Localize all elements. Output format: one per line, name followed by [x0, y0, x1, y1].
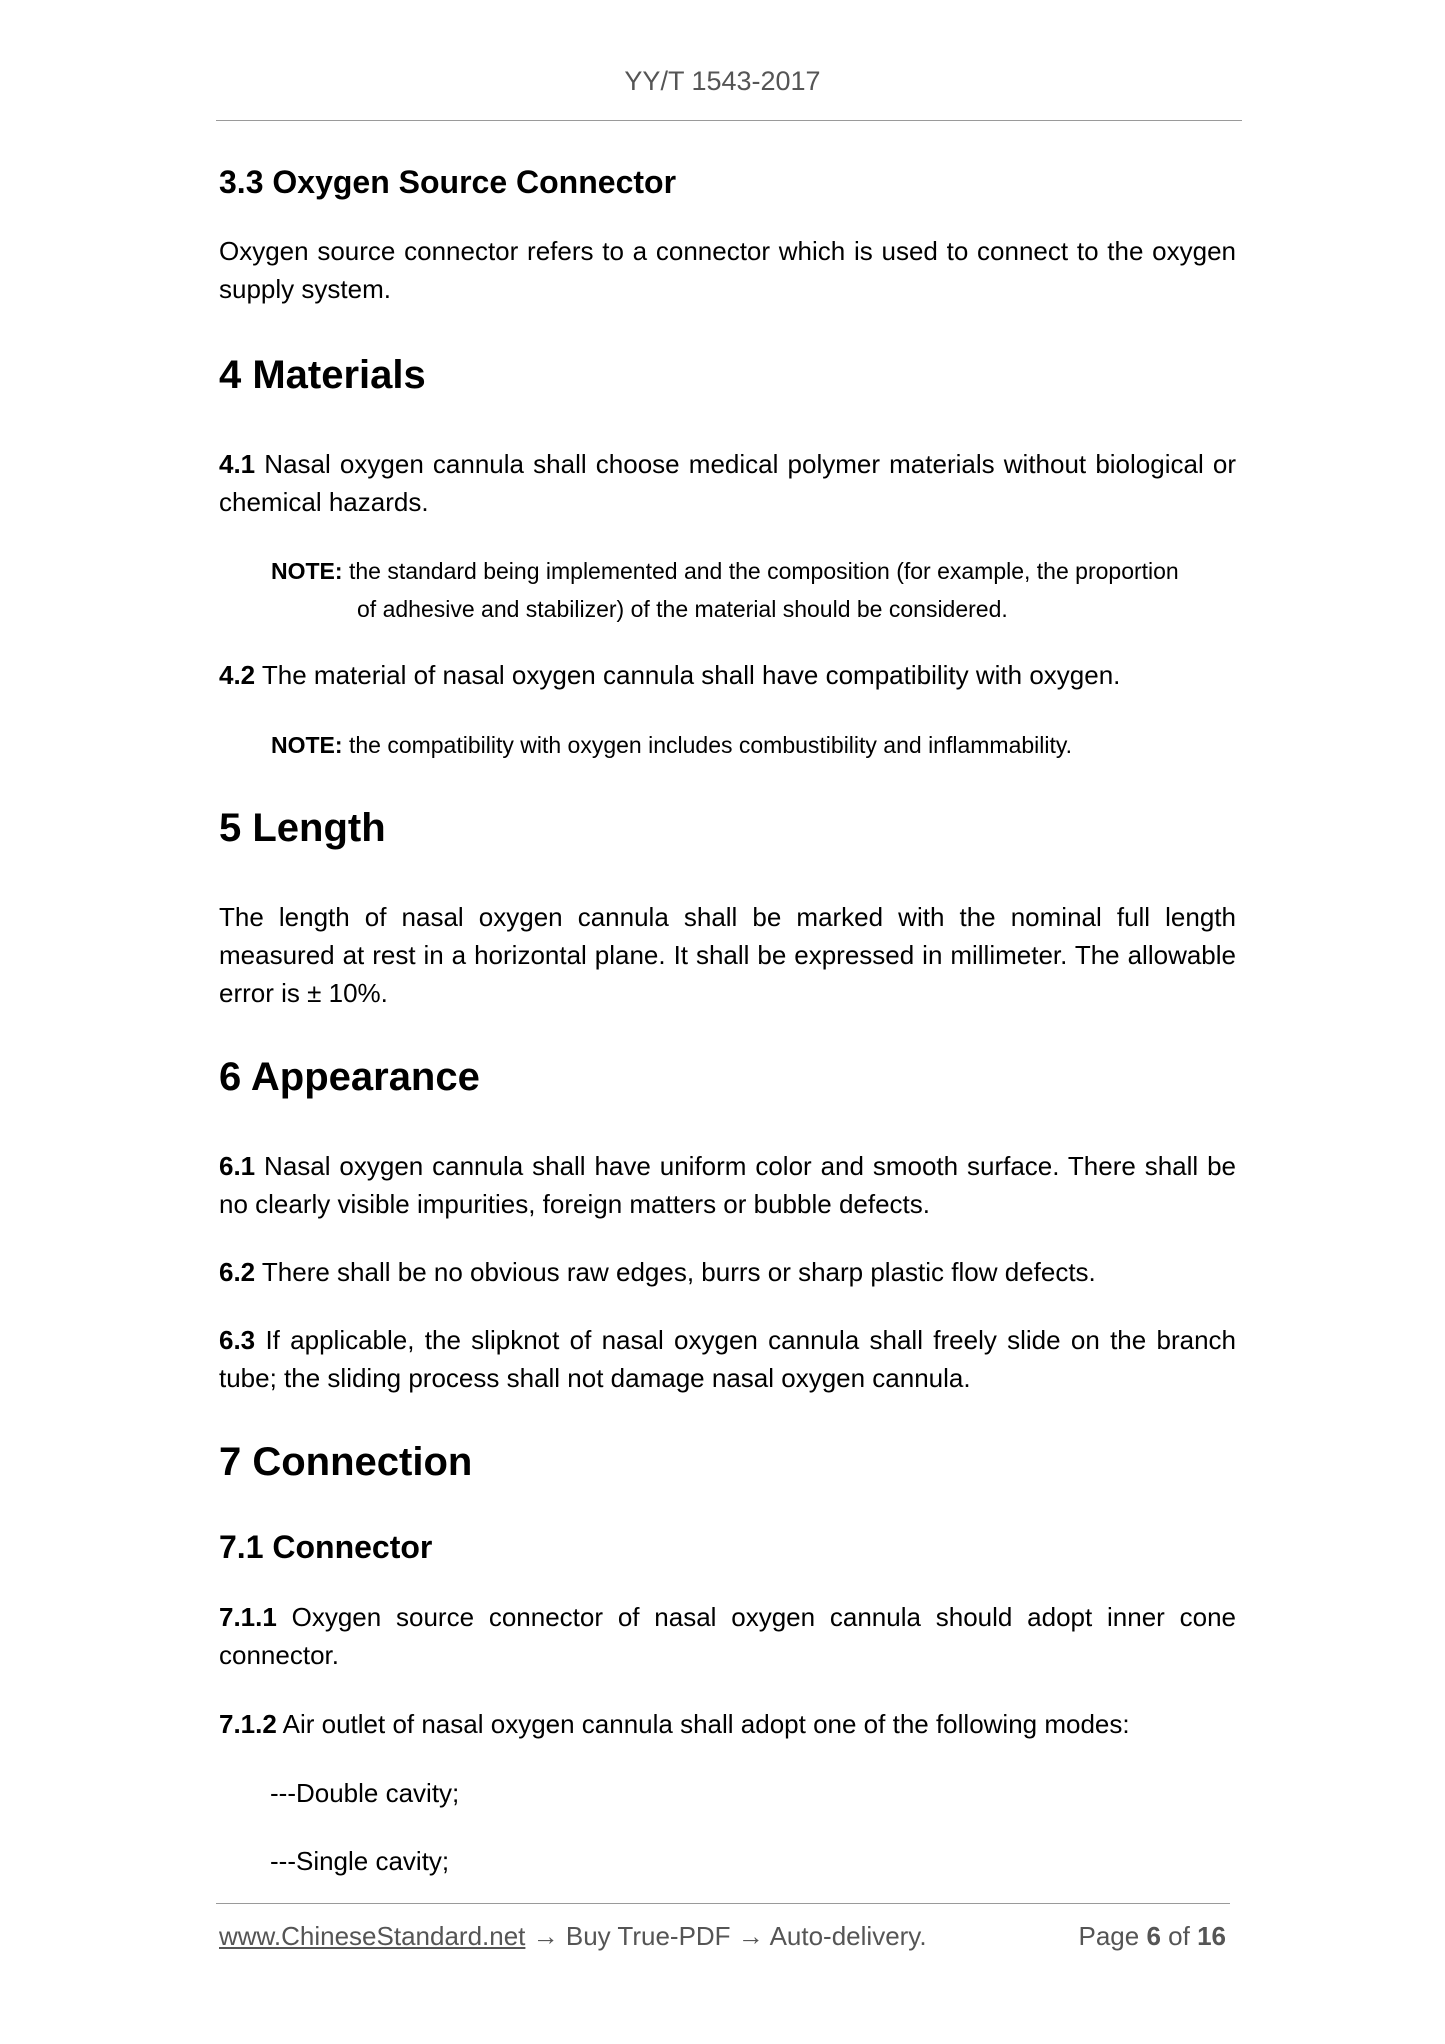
page-indicator: [1078, 1921, 1226, 1952]
note-text: the compatibility with oxygen includes combustibility and inflammability.: [342, 732, 1073, 758]
paragraph-3-3: Oxygen source connector refers to a connector which is used to connect to the oxygen supply system.: [219, 236, 1236, 304]
clause-6-2: [219, 1253, 1236, 1291]
heading-7-1: 7.1 Connector: [219, 1529, 433, 1565]
clause-number: 4.2: [219, 660, 256, 690]
heading-4: 4 Materials: [219, 353, 426, 397]
clause-text: Oxygen source connector of nasal oxygen cannula should adopt inner cone connector.: [219, 1602, 1236, 1670]
note-text-line1: the standard being implemented and the composition (for example, the proportion: [342, 558, 1179, 584]
page-label: Page: [1078, 1921, 1140, 1951]
header-rule: [216, 120, 1242, 121]
footer-tagline: → Buy True-PDF → Auto-delivery.: [525, 1921, 927, 1951]
clause-number: 6.3: [219, 1325, 256, 1355]
clause-7-1-1: [219, 1598, 1236, 1674]
clause-text: Nasal oxygen cannula shall have uniform color and smooth surface. There shall be no clearly visible impurities, foreign matters or bubble defects.: [219, 1151, 1236, 1219]
note-4-2: [271, 726, 1236, 764]
heading-6: 6 Appearance: [219, 1055, 480, 1099]
heading-7: 7 Connection: [219, 1440, 473, 1484]
heading-3-3: 3.3 Oxygen Source Connector: [219, 164, 677, 200]
list-item: ---Single cavity;: [270, 1846, 450, 1876]
clause-text: If applicable, the slipknot of nasal oxygen cannula shall freely slide on the branch tube; the sliding process shall not damage nasal oxygen cannula.: [219, 1325, 1236, 1393]
clause-number: 7.1.1: [219, 1602, 277, 1632]
list-item: ---Double cavity;: [270, 1778, 460, 1808]
note-label: NOTE:: [271, 558, 343, 584]
clause-4-1: [219, 445, 1236, 521]
clause-6-3: [219, 1321, 1236, 1397]
clause-6-1: [219, 1147, 1236, 1223]
note-text-line2: of adhesive and stabilizer) of the material should be considered.: [357, 596, 1008, 622]
heading-5: 5 Length: [219, 806, 386, 850]
footer-rule: [216, 1903, 1230, 1904]
clause-4-2: [219, 656, 1236, 694]
clause-text: There shall be no obvious raw edges, burrs or sharp plastic flow defects.: [255, 1257, 1096, 1287]
clause-text: Nasal oxygen cannula shall choose medical polymer materials without biological or chemical hazards.: [219, 449, 1236, 517]
clause-number: 4.1: [219, 449, 256, 479]
clause-text: Air outlet of nasal oxygen cannula shall adopt one of the following modes:: [276, 1709, 1130, 1739]
page-footer: [219, 1921, 1230, 1952]
clause-number: 6.2: [219, 1257, 256, 1287]
clause-number: 6.1: [219, 1151, 256, 1181]
note-label: NOTE:: [271, 732, 343, 758]
clause-text: The material of nasal oxygen cannula shall have compatibility with oxygen.: [255, 660, 1121, 690]
clause-7-1-2: [219, 1705, 1236, 1743]
clause-number: 7.1.2: [219, 1709, 277, 1739]
total-pages: 16: [1197, 1921, 1226, 1951]
document-header: YY/T 1543-2017: [624, 66, 821, 96]
page-number: 6: [1146, 1921, 1161, 1951]
of-label: of: [1168, 1921, 1190, 1951]
paragraph-5: The length of nasal oxygen cannula shall be marked with the nominal full length measured at rest in a horizontal plane. It shall be expressed in millimeter. The allowable error is ± 10%.: [219, 902, 1236, 1008]
website-link[interactable]: www.ChineseStandard.net: [219, 1921, 526, 1951]
note-4-1: [271, 552, 1236, 628]
